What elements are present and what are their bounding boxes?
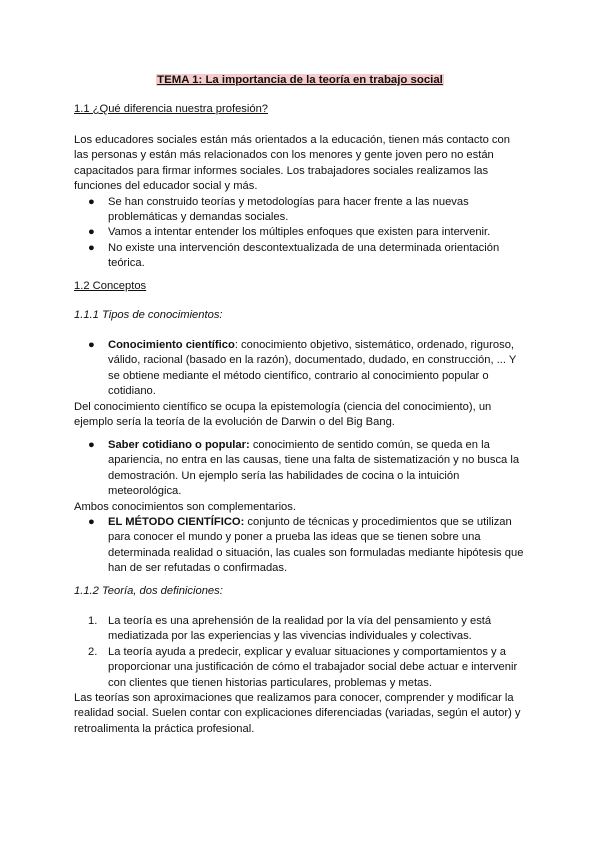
knowledge-popular	[74, 438, 524, 577]
subsection-heading-1-1-2: 1.1.2 Teoría, dos definiciones:	[74, 585, 223, 597]
list-item: ● EL MÉTODO CIENTÍFICO: conjunto de técnicas y procedimientos que se utilizan para conocer el mundo y poner a prueba las ideas que se tienen sobre una determinada realidad o situación, las cuales son formuladas mediante hipótesis que han de ser refutadas o confirmadas.	[88, 516, 524, 575]
list-item: 2. La teoría ayuda a predecir, explicar y evaluar situaciones y comportamientos y a proporcionar una justificación de cómo el trabajador social debe actuar e intervenir con clientes que tienen historias particulares, problemas y metas.	[88, 645, 518, 689]
list-item: ● Conocimiento científico: conocimiento objetivo, sistemático, ordenado, riguroso, válido, racional (basado en la razón), documentado, dudado, en construcción, ... Y se obtiene mediante el método científico, contrario al conocimiento popular o cotidiano.	[88, 339, 517, 398]
bullet-icon: ●	[88, 226, 95, 239]
section-heading-1-2: 1.2 Conceptos	[74, 280, 147, 292]
paragraph: Ambos conocimientos son complementarios.	[74, 500, 296, 513]
definitions	[74, 614, 524, 737]
paragraph: Las teorías son aproximaciones que realizamos para conocer, comprender y modificar la realidad social. Suelen contar con explicaciones diferenciadas (variadas, según el autor) y retroalimenta la práctica profesional.	[74, 692, 521, 735]
subsection-heading-1-1-1: 1.1.1 Tipos de conocimientos:	[74, 309, 223, 321]
page-title: TEMA 1: La importancia de la teoría en trabajo social	[157, 74, 443, 86]
bullet-icon: ●	[88, 439, 95, 451]
bullet-icon: ●	[88, 195, 95, 208]
list-item: ● Vamos a intentar entender los múltiples enfoques que existen para intervenir.	[74, 225, 524, 240]
bullet-list	[74, 195, 524, 272]
paragraph: Los educadores sociales están más orientados a la educación, tienen más contacto con las personas y están más relacionados con los menores y gente joven pero no están capacitados para firmar informes sociales. Los trabajadores sociales realizamos las funciones del educador social y más.	[74, 134, 510, 193]
section-heading-1-1: 1.1 ¿Qué diferencia nuestra profesión?	[74, 103, 269, 115]
numbered-list	[74, 614, 524, 691]
bullet-icon: ●	[88, 339, 95, 351]
bullet-icon: ●	[88, 516, 95, 529]
list-item: ● Se han construido teorías y metodologías para hacer frente a las nuevas problemáticas y demandas sociales.	[88, 195, 469, 224]
list-item: ● No existe una intervención descontextualizada de una determinada orientación teórica.	[88, 241, 500, 270]
list-item: ● Saber cotidiano o popular: conocimiento de sentido común, se queda en la apariencia, no entra en las causas, tiene una falta de sistematización y no busca la demostración. Un ejemplo sería las habilidades de cocina o la intuición meteorológica.	[88, 439, 520, 498]
list-item: 1. La teoría es una aprehensión de la realidad por la vía del pensamiento y está mediatizada por las experiencias y las vivencias individuales y colectivas.	[88, 615, 492, 643]
knowledge-scientific	[74, 338, 524, 430]
bullet-icon: ●	[88, 241, 95, 254]
paragraph: Del conocimiento científico se ocupa la epistemología (ciencia del conocimiento), un ejemplo sería la teoría de la evolución de Darwin o del Big Bang.	[74, 400, 492, 429]
section-1-1-body	[74, 133, 524, 272]
